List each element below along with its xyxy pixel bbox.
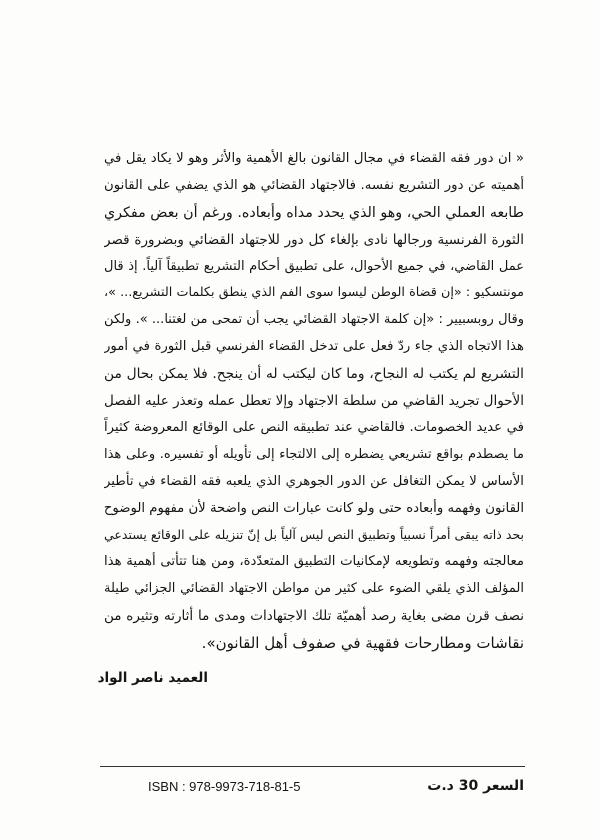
- text-line: هذا الاتجاه الذي جاء ردّ فعل على تدخل القضاء الفرنسي قبل الثورة في أمور: [104, 339, 524, 355]
- quote-paragraph: [104, 146, 524, 657]
- text-line: نقاشات ومطارحات فقهية في صفوف أهل القانون».: [201, 634, 524, 653]
- text-line: في عديد الخصومات. فالقاضي عند تطبيقه النص على الوقائع المعروضة كثيراً: [104, 419, 524, 435]
- text-line: « ان دور فقه القضاء في مجال القانون بالغ الأهمية والأثر وهو لا يكاد يقل في: [104, 151, 524, 166]
- text-line: الثورة الفرنسية ورجالها نادى بإلغاء كل دور للاجتهاد القضائي وبضرورة قصر: [104, 231, 524, 248]
- text-line: مونتسكيو : «إن قضاة الوطن ليسوا سوى الفم الذي ينطق بكلمات التشريع... »،: [104, 285, 524, 301]
- price-label: السعر 30 د.ت: [427, 778, 524, 794]
- text-line: الأحوال تجريد القاضي من سلطة الاجتهاد وإلا تعطل عمله وتعذر عليه الفصل: [104, 393, 524, 410]
- text-line: معالجته وفهمه وتطويعه لإمكانيات التطبيق المتعدّدة، ومن هنا تتأتى أهمية هذا: [104, 554, 524, 570]
- author-signature: العميد ناصر الواد: [97, 670, 208, 686]
- text-line: التشريع لم يكتب له النجاح، وما كان ليكتب له أن ينجح. فلا يمكن بحال من: [104, 366, 524, 383]
- text-line: عمل القاضي، في جميع الأحوال، على تطبيق أحكام التشريع تطبيقاً آلياً. إذ قال: [104, 258, 524, 274]
- text-line: القانون وفهمه وأبعاده حتى ولو كانت عبارات النص واضحة لأن مفهوم الوضوح: [104, 500, 524, 516]
- footer-divider: [100, 766, 525, 767]
- isbn-label: ISBN : 978-9973-718-81-5: [148, 779, 301, 794]
- text-line: أهميته عن دور التشريع نفسه. فالاجتهاد القضائي هو الذي يضفي على القانون: [104, 177, 524, 193]
- text-line: طابعه العملي الحي، وهو الذي يحدد مداه وأبعاده. ورغم أن بعض مفكري: [104, 204, 524, 221]
- text-line: الأساس لا يمكن التغافل عن الدور الجوهري الذي يلعبه فقه القضاء في تأطير: [104, 473, 524, 489]
- text-line: وقال روبسبيير : «إن كلمة الاجتهاد القضائي يجب أن تمحى من لغتنا... ». ولكن: [104, 312, 524, 328]
- text-line: نصف قرن مضى بغاية رصد أهميّة تلك الاجتهادات ومدى ما أثارته وتثيره من: [104, 608, 524, 625]
- text-line: المؤلف الذي يلقي الضوء على كثير من مواطن الاجتهاد القضائي الجزائي طيلة: [104, 581, 524, 597]
- text-line: ما يصطدم بواقع تشريعي يضطره إلى الالتجاء إلى تأويله أو تفسيره. وعلى هذا: [104, 446, 524, 462]
- text-line: بحد ذاته يبقى أمراً نسبياً وتطبيق النص ليس آلياً بل إنّ تنزيله على الوقائع يستدعي: [104, 527, 524, 543]
